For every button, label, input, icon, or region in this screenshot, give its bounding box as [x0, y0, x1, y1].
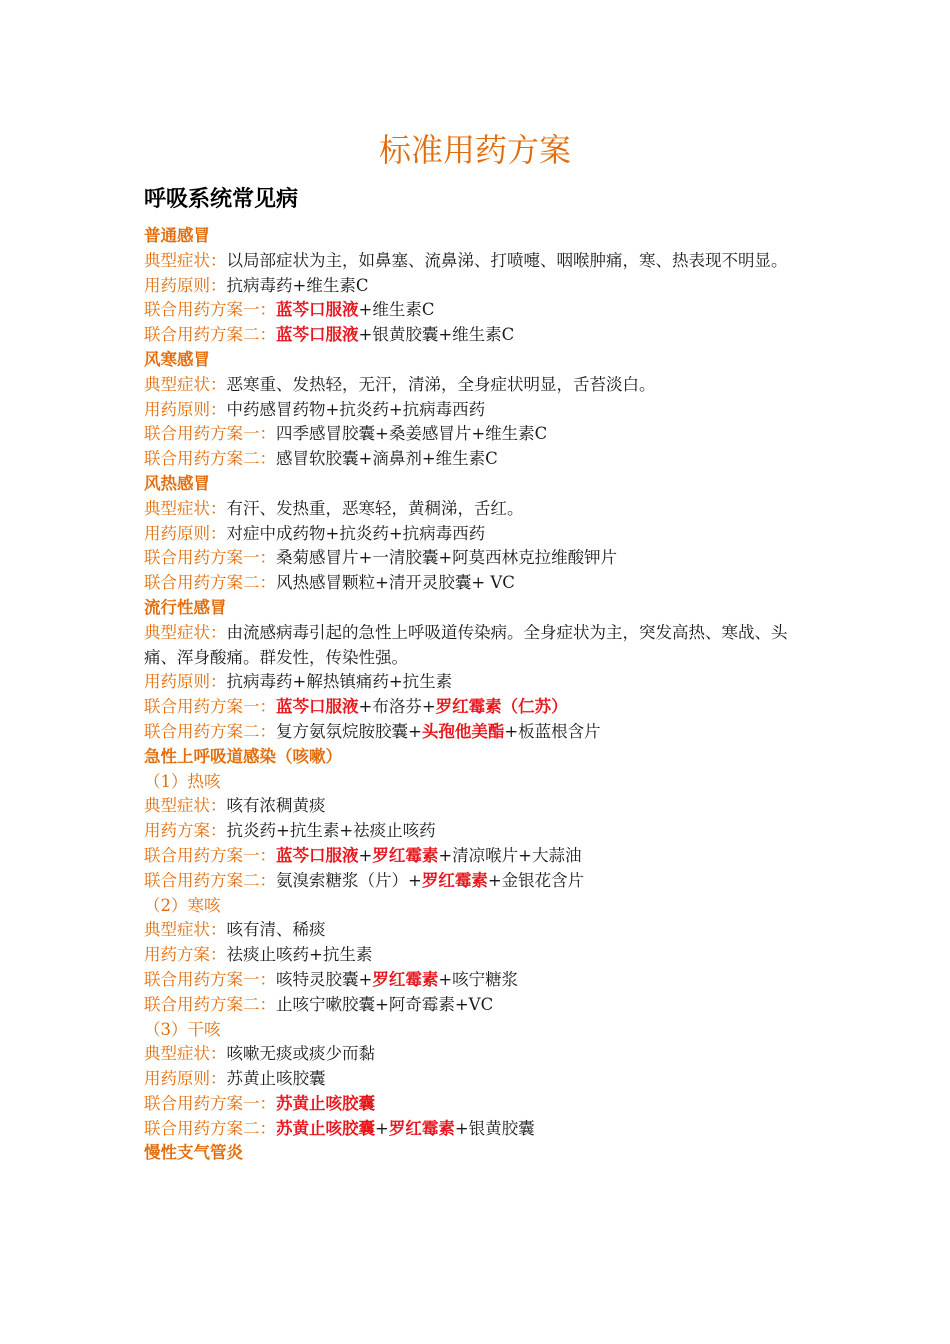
entry-text: 有汗、发热重，恶寒轻，黄稠涕，舌红。	[226, 498, 524, 518]
entry-line	[144, 373, 814, 398]
sub-subheading	[144, 1018, 814, 1043]
highlighted-drug: 蓝芩口服液	[276, 300, 359, 320]
subheading	[144, 348, 814, 373]
entry-label: 联合用药方案二：	[144, 721, 276, 741]
entry-text: 氨溴索糖浆（片）+	[276, 870, 422, 890]
entry-text: 抗病毒药+解热镇痛药+抗生素	[226, 672, 453, 692]
sub-subheading	[144, 770, 814, 795]
entry-text: 咳有清、稀痰	[226, 920, 326, 940]
entry-label: 联合用药方案二：	[144, 994, 276, 1014]
entry-label: 典型症状：	[144, 498, 227, 518]
entry-line	[144, 695, 814, 720]
heading-text: 风寒感冒	[144, 349, 210, 369]
entry-text: +银黄胶囊	[454, 1118, 535, 1138]
entry-text: 抗炎药+抗生素+祛痰止咳药	[226, 821, 436, 841]
entry-text: +清凉喉片+大蒜油	[438, 845, 582, 865]
entry-line	[144, 398, 814, 423]
highlighted-drug: 苏黄止咳胶囊	[276, 1118, 375, 1138]
highlighted-drug: 罗红霉素（仁苏）	[435, 697, 568, 717]
subheading	[144, 1141, 814, 1166]
heading-text: 慢性支气管炎	[144, 1143, 243, 1163]
entry-label: 用药原则：	[144, 275, 227, 295]
entry-text: 祛痰止咳药+抗生素	[226, 945, 373, 965]
entry-text: 中药感冒药物+抗炎药+抗病毒西药	[226, 399, 486, 419]
entry-line	[144, 497, 814, 522]
entry-line	[144, 670, 814, 695]
subheading	[144, 596, 814, 621]
entry-line	[144, 249, 814, 274]
entry-line	[144, 1092, 814, 1117]
entry-line	[144, 298, 814, 323]
entry-line	[144, 819, 814, 844]
entry-label: 联合用药方案二：	[144, 325, 276, 345]
entry-label: 联合用药方案一：	[144, 697, 276, 717]
highlighted-drug: 罗红霉素	[421, 870, 488, 890]
subheading	[144, 745, 814, 770]
highlighted-drug: 苏黄止咳胶囊	[276, 1093, 375, 1113]
entry-text: +银黄胶囊+维生素C	[358, 325, 515, 345]
entry-line	[144, 571, 814, 596]
entry-text: 由流感病毒引起的急性上呼吸道传染病。全身症状为主，突发高热、寒战、头痛、浑身酸痛。群发性，传染性强。	[144, 622, 788, 667]
entry-label: 用药方案：	[144, 945, 227, 965]
entry-line	[144, 720, 814, 745]
entry-text: 桑菊感冒片+一清胶囊+阿莫西林克拉维酸钾片	[276, 548, 618, 568]
entry-text: 以局部症状为主，如鼻塞、流鼻涕、打喷嚏、咽喉肿痛，寒、热表现不明显。	[226, 250, 788, 270]
entry-label: 用药原则：	[144, 1069, 227, 1089]
entry-label: 联合用药方案一：	[144, 969, 276, 989]
highlighted-drug: 蓝芩口服液	[276, 325, 359, 345]
entry-label: 联合用药方案二：	[144, 1118, 276, 1138]
entry-text: 咳特灵胶囊+	[276, 969, 373, 989]
subheading	[144, 224, 814, 249]
entry-text: +板蓝根含片	[504, 721, 601, 741]
highlighted-drug: 罗红霉素	[372, 969, 439, 989]
highlighted-drug: 罗红霉素	[388, 1118, 455, 1138]
entry-text: 恶寒重、发热轻，无汗，清涕，全身症状明显，舌苔淡白。	[226, 374, 656, 394]
entry-line	[144, 918, 814, 943]
entry-line	[144, 968, 814, 993]
entry-line	[144, 1067, 814, 1092]
entry-text: 复方氨氛烷胺胶囊+	[276, 721, 422, 741]
highlighted-drug: 头孢他美酯	[421, 721, 505, 741]
entry-label: 用药原则：	[144, 399, 227, 419]
heading-text: 急性上呼吸道感染（咳嗽）	[144, 746, 342, 766]
entry-line	[144, 274, 814, 299]
document-content	[144, 224, 814, 1166]
entry-text: +	[358, 845, 373, 865]
entry-label: 联合用药方案二：	[144, 449, 276, 469]
heading-text: 流行性感冒	[144, 597, 227, 617]
entry-text: +	[375, 1118, 389, 1138]
entry-text: +维生素C	[358, 300, 435, 320]
highlighted-drug: 蓝芩口服液	[276, 845, 359, 865]
entry-label: 用药原则：	[144, 523, 227, 543]
entry-label: 联合用药方案二：	[144, 870, 276, 890]
entry-text: 感冒软胶囊+滴鼻剂+维生素C	[276, 449, 498, 469]
entry-text: 咳嗽无痰或痰少而黏	[226, 1044, 375, 1064]
highlighted-drug: 罗红霉素	[372, 845, 439, 865]
entry-text: 对症中成药物+抗炎药+抗病毒西药	[226, 523, 486, 543]
entry-line	[144, 1042, 814, 1067]
entry-label: 联合用药方案一：	[144, 300, 276, 320]
sub-subheading	[144, 894, 814, 919]
highlighted-drug: 蓝芩口服液	[276, 697, 359, 717]
entry-line	[144, 621, 814, 671]
heading-text: 普通感冒	[144, 226, 210, 245]
entry-line	[144, 844, 814, 869]
entry-label: 用药原则：	[144, 672, 227, 692]
entry-line	[144, 546, 814, 571]
entry-label: 典型症状：	[144, 622, 227, 642]
entry-line	[144, 794, 814, 819]
entry-line	[144, 869, 814, 894]
entry-line	[144, 522, 814, 547]
entry-line	[144, 422, 814, 447]
subheading	[144, 472, 814, 497]
entry-label: 典型症状：	[144, 796, 227, 816]
heading-text: （1）热咳	[144, 771, 221, 791]
entry-line	[144, 943, 814, 968]
document-title: 标准用药方案	[378, 131, 571, 169]
entry-line	[144, 993, 814, 1018]
heading-text: 风热感冒	[144, 473, 210, 493]
entry-label: 典型症状：	[144, 250, 227, 270]
heading-text: （3）干咳	[144, 1019, 221, 1039]
entry-label: 联合用药方案一：	[144, 845, 276, 865]
entry-label: 联合用药方案二：	[144, 573, 276, 593]
section-heading: 呼吸系统常见病	[144, 187, 299, 212]
entry-label: 典型症状：	[144, 374, 227, 394]
entry-label: 典型症状：	[144, 1044, 227, 1064]
entry-line	[144, 1117, 814, 1142]
entry-text: +金银花含片	[487, 870, 585, 890]
entry-text: +咳宁糖浆	[438, 969, 519, 989]
entry-label: 典型症状：	[144, 920, 227, 940]
entry-text: 苏黄止咳胶囊	[226, 1069, 326, 1089]
entry-text: +布洛芬+	[358, 697, 436, 717]
entry-text: 止咳宁嗽胶囊+阿奇霉素+VC	[276, 994, 494, 1014]
heading-text: （2）寒咳	[144, 895, 221, 915]
entry-text: 四季感冒胶囊+桑姜感冒片+维生素C	[276, 424, 548, 444]
entry-label: 联合用药方案一：	[144, 548, 276, 568]
entry-text: 抗病毒药+维生素C	[226, 275, 369, 295]
entry-text: 风热感冒颗粒+清开灵胶囊+ VC	[276, 573, 515, 593]
entry-label: 联合用药方案一：	[144, 1093, 276, 1113]
entry-text: 咳有浓稠黄痰	[226, 796, 326, 816]
entry-line	[144, 447, 814, 472]
entry-label: 用药方案：	[144, 821, 227, 841]
entry-label: 联合用药方案一：	[144, 424, 276, 444]
entry-line	[144, 323, 814, 348]
